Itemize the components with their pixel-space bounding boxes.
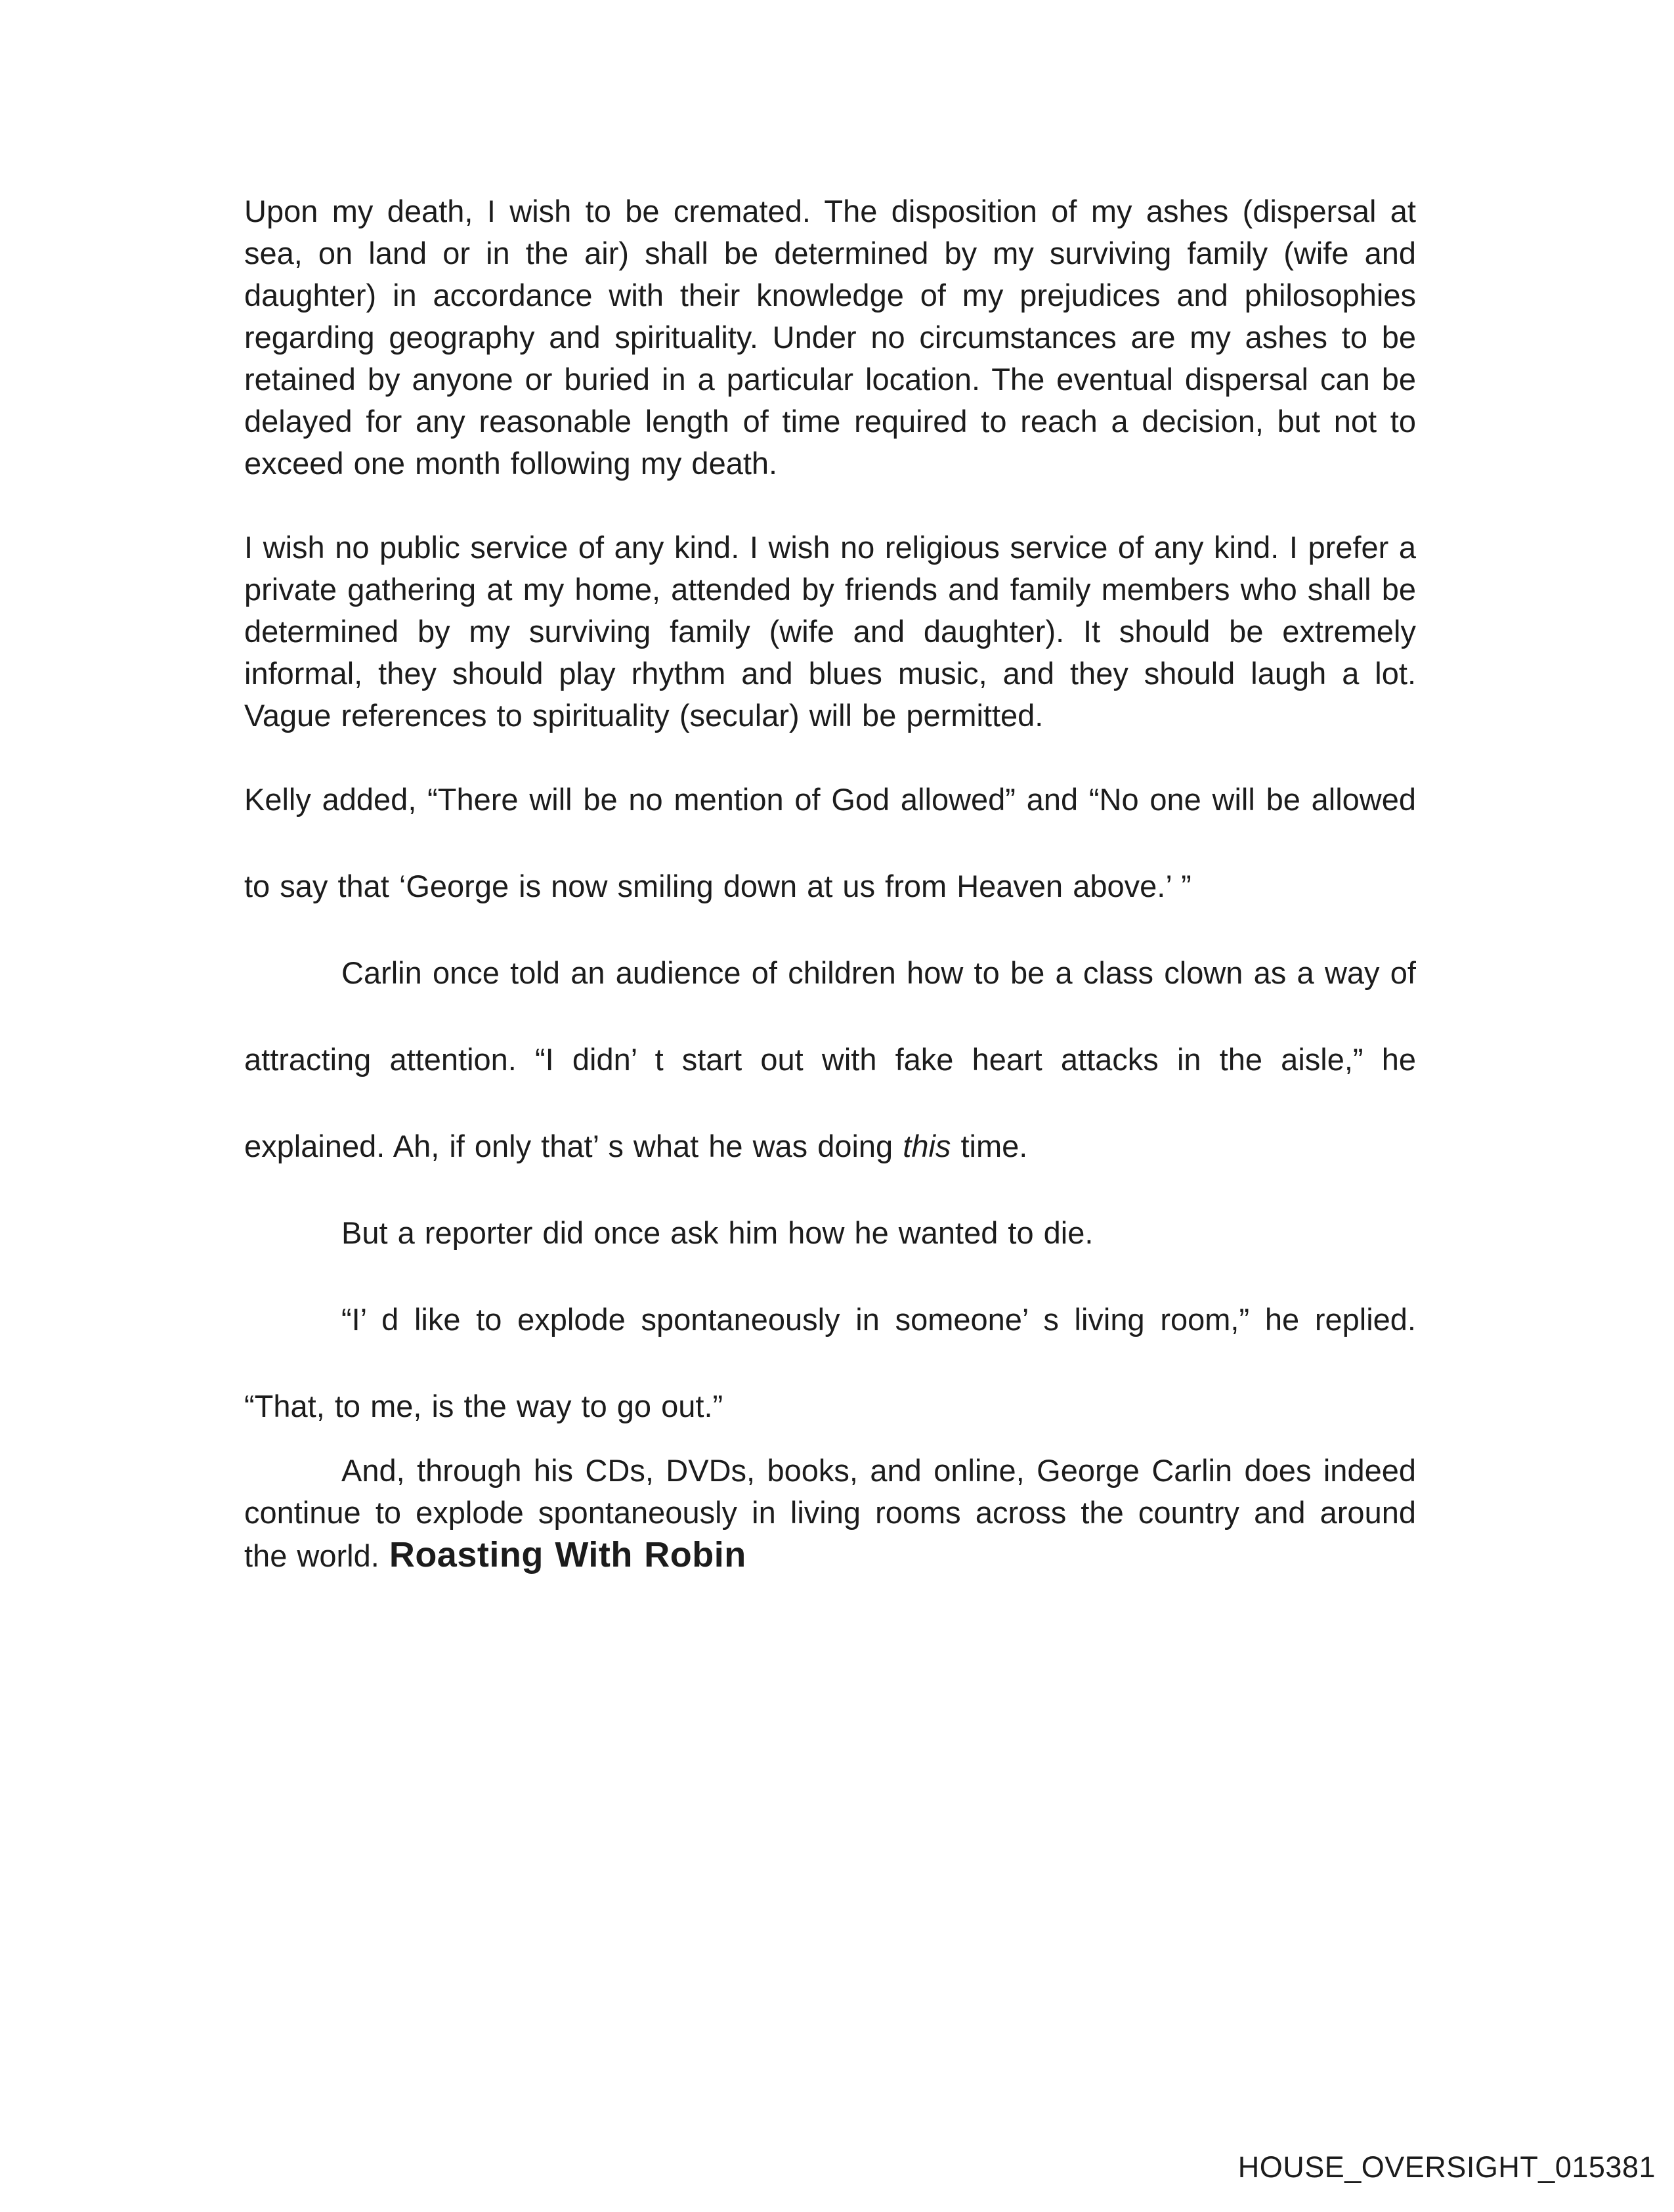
document-body <box>244 190 1416 1619</box>
paragraph-closing <box>244 1450 1416 1577</box>
italic-text-run: this <box>903 1129 951 1163</box>
paragraph-class-clown <box>244 930 1416 1190</box>
paragraph-cremation-wishes: Upon my death, I wish to be cremated. The disposition of my ashes (dispersal at sea, on land or in the air) shall be determined by my surviving family (wife and daughter) in accordance with their knowledge of my prejudices and philosophies regarding geography and spirituality. Under no circumstances are my ashes to be retained by anyone or buried in a particular location. The eventual dispersal can be delayed for any reasonable length of time required to reach a decision, but not to exceed one month following my death. <box>244 194 1416 481</box>
paragraph-kelly-quote: Kelly added, “There will be no mention of God allowed” and “No one will be allowed to say that ‘George is now smiling down at us from Heaven above.’ ” <box>244 782 1416 903</box>
bates-number: HOUSE_OVERSIGHT_015381 <box>1237 2150 1656 2184</box>
paragraph-explode-quote: “I’ d like to explode spontaneously in someone’ s living room,” he replied. “That, to me, is the way to go out.” <box>244 1302 1416 1423</box>
text-run: And, through his CDs, DVDs, books, and online, George Carlin does indeed continue to explode spontaneously in living rooms across the country and around the world. <box>244 1453 1416 1573</box>
text-run: time. <box>951 1129 1028 1163</box>
roasting-with-robin-heading: Roasting With Robin <box>389 1535 746 1574</box>
text-run: Carlin once told an audience of children how to be a class clown as a way of attracting attention. “I didn’ t start out with fake heart attacks in the aisle,” he explained. Ah, if only that’ s what he was doing <box>244 955 1416 1163</box>
paragraph-service-wishes: I wish no public service of any kind. I wish no religious service of any kind. I prefer a private gathering at my home, attended by friends and family members who shall be determined by my surviving family (wife and daughter). It should be extremely informal, they should play rhythm and blues music, and they should laugh a lot. Vague references to spirituality (secular) will be permitted. <box>244 530 1416 733</box>
paragraph-reporter-question: But a reporter did once ask him how he wanted to die. <box>341 1215 1094 1250</box>
